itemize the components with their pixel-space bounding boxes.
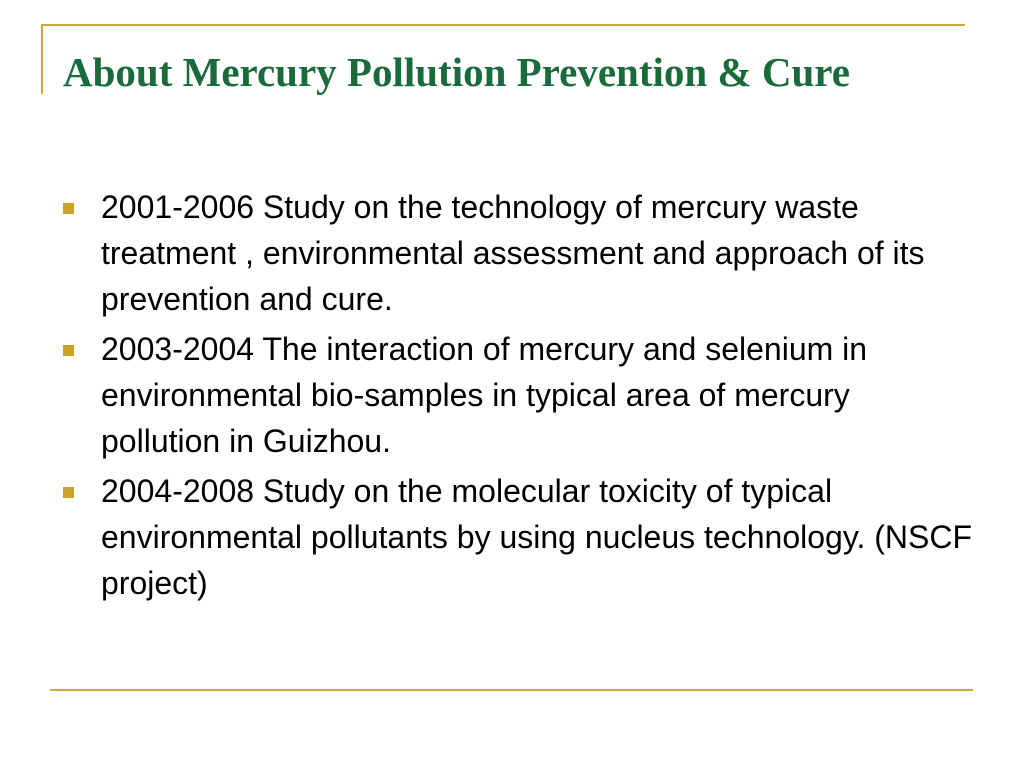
bullet-text: 2001-2006 Study on the technology of mercury waste treatment , environmental assessment and approach of its prevention and cure. [101, 189, 925, 317]
bullet-list [63, 184, 973, 610]
bullet-text: 2004-2008 Study on the molecular toxicity of typical environmental pollutants by using nucleus technology. (NSCF project) [101, 473, 972, 601]
top-border-line [41, 24, 965, 26]
bullet-text: 2003-2004 The interaction of mercury and selenium in environmental bio-samples in typical area of mercury pollution in Guizhou. [101, 331, 868, 459]
square-bullet-icon [63, 487, 74, 498]
slide-title: About Mercury Pollution Prevention & Cure [63, 49, 850, 95]
bullet-item [63, 468, 973, 606]
left-border-line [41, 24, 43, 94]
bullet-item [63, 326, 973, 464]
square-bullet-icon [63, 345, 74, 356]
bottom-border-line [50, 689, 973, 691]
square-bullet-icon [63, 203, 74, 214]
bullet-item [63, 184, 973, 322]
